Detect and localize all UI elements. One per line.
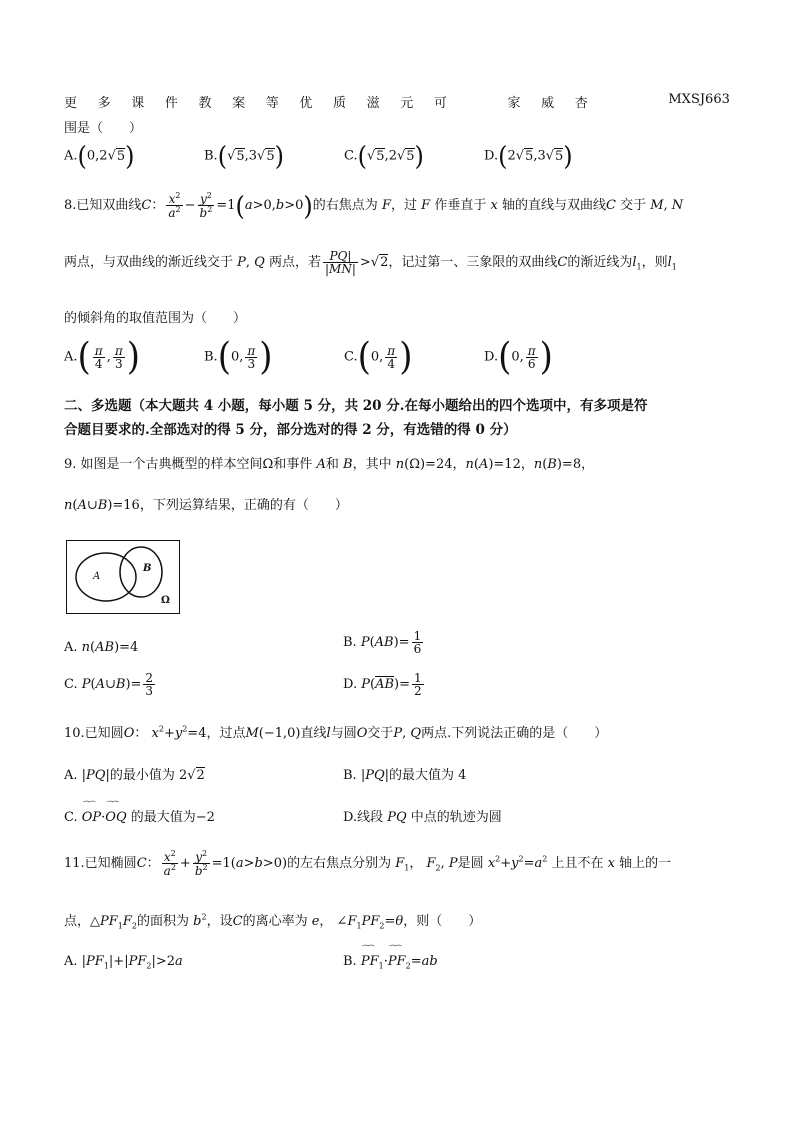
text: 中点的轨迹为圆 <box>410 810 502 825</box>
text: 是圆 <box>457 856 484 871</box>
q8-options: A.( $\frac{\pi}{4}$ , $\frac{\pi}{3}$ ) B.(0, $\frac{\pi}{3}$ ) C.(0, $\frac{\pi}{4}$ ) D.(0, $\frac{\pi}{6}$ ) <box>64 335 553 379</box>
text: ，则 <box>641 255 668 270</box>
header-char: 多 <box>97 96 111 111</box>
venn-circle-b <box>120 547 162 597</box>
text: 的最小值为 <box>109 768 175 783</box>
q8-line2: 两点，与双曲线的渐近线交于 P, Q 两点，若 $\frac{PQ|}{|MN|}$ >√2，记过第一、三象限的双曲线C的渐近线为$l_1$，则$l_1$ <box>64 249 677 276</box>
text: 作垂直于 <box>434 198 487 213</box>
venn-circle-a <box>76 553 136 601</box>
text: ，过 <box>390 198 417 213</box>
q11-option-a: A. $|PF_1|+|PF_2|>2a$ <box>64 954 183 971</box>
text: 直线 <box>300 726 327 741</box>
q9-option-d: D. P(AB)= $\frac{1}{2}$ <box>343 671 422 698</box>
text: ，过点 <box>206 726 246 741</box>
text: 两点，若 <box>268 255 321 270</box>
q11-line2: 点，$\triangle PF_1F_2$的面积为 $b^2$，设C的离心率为 e， $\angle F_1PF_2=\theta$，则（ ） <box>64 912 482 931</box>
section-heading-cont: 合题目要求的.全部选对的得 5 分，部分选对的得 2 分，有选错的得 0 分） <box>64 422 517 438</box>
text: 和 <box>325 457 339 472</box>
text: 9. 如图是一个古典概型的样本空间 <box>64 457 263 472</box>
q9-line1: 9. 如图是一个古典概型的样本空间Ω和事件 A和 B，其中 n(Ω)=24，n(A)=12，n(B)=8， <box>64 457 595 472</box>
text: ，其中 <box>352 457 392 472</box>
q10-option-c: C. ⏜⏜ OP·⏜⏜ OQ 的最大值为−2 <box>64 806 215 825</box>
text: D.线段 <box>343 810 384 825</box>
header-char: 优 <box>299 96 313 111</box>
header-char: 杏 <box>574 96 588 111</box>
venn-diagram <box>66 540 180 614</box>
q8-line1: 8.已知双曲线C： $\frac{x^2}{a^2}$ − $\frac{y^2}{b^2}$ =1(a>0,b>0)的右焦点为 F，过 F 作垂直于 x 轴的直线与双曲线C 交于 M, N <box>64 190 684 221</box>
header-char: 教 <box>198 96 212 111</box>
q11-line1: 11.已知椭圆C： $\frac{x^2}{a^2}$ + $\frac{y^2}{b^2}$ =1(a>b>0)的左右焦点分别为 $F_1$， $F_2$, P是圆 $x^2+y^2=a^2$ 上且不在 x 轴上的一 <box>64 849 672 878</box>
q9-line2: n(A∪B)=16，下列运算结果，正确的有（ ） <box>64 498 348 513</box>
option-label: B. <box>204 148 218 164</box>
header-char: 更 <box>64 96 78 111</box>
header-char: 可 <box>433 96 447 111</box>
text: ，则（ ） <box>403 914 482 929</box>
text: ，记过第一、三象限的双曲线 <box>388 255 558 270</box>
q7-tail: 围是（ ） <box>64 121 143 136</box>
text: 的渐近线为 <box>567 255 633 270</box>
header-char: 案 <box>232 96 246 111</box>
q10-line1: 10.已知圆O： $x^2+y^2=4$，过点M(−1,0)直线l与圆O交于P, Q两点.下列说法正确的是（ ） <box>64 724 608 741</box>
text: 的左右焦点分别为 <box>287 856 392 871</box>
option-label: A. <box>64 148 78 164</box>
option-label: D. <box>484 148 499 164</box>
q9-option-c: C. P(A∪B)= $\frac{2}{3}$ <box>64 671 154 698</box>
text: 的最大值为 <box>130 810 196 825</box>
q7-options: A.(0,2√5) B.(√5,3√5) C.(√5,2√5) D.(2√5,3√5) <box>64 140 573 172</box>
q9-option-a: A. n(AB)=4 <box>64 640 139 655</box>
header-char: 威 <box>541 96 555 111</box>
header-char: 质 <box>333 96 347 111</box>
text: 的最大值为 4 <box>389 768 467 783</box>
text: 10.已知圆 <box>64 726 124 741</box>
header-char: 元 <box>400 96 414 111</box>
text: ，设 <box>206 914 233 929</box>
text: 的面积为 <box>137 914 190 929</box>
header-char: 课 <box>131 96 145 111</box>
text: 和事件 <box>273 457 313 472</box>
header-code: MXSJ663 <box>668 92 730 107</box>
text: 两点.下列说法正确的是（ ） <box>421 726 608 741</box>
text: 上且不在 <box>551 856 604 871</box>
q8-line3: 的倾斜角的取值范围为（ ） <box>64 311 247 326</box>
q10-option-b: B. |PQ|的最大值为 4 <box>343 768 467 783</box>
text: 的离心率为 <box>242 914 308 929</box>
text: 轴上的一 <box>619 856 672 871</box>
venn-label-omega: Ω <box>161 595 170 606</box>
q11-option-b: B. ⏜⏜ $PF_1\cdot⏜⏜$ $PF_2=ab$ <box>343 954 438 971</box>
text: 交于 <box>620 198 647 213</box>
text: 的右焦点为 <box>312 198 378 213</box>
text: 两点，与双曲线的渐近线交于 <box>64 255 234 270</box>
section-heading: 二、多选题（本大题共 4 小题，每小题 5 分，共 20 分.在每小题给出的四个选项中，有多项是符 <box>64 398 648 414</box>
text: 点， <box>64 914 91 929</box>
text: ，下列运算结果，正确的有（ ） <box>139 498 348 513</box>
q9-option-b: B. P(AB)= $\frac{1}{6}$ <box>343 629 422 656</box>
header-char: 等 <box>265 96 279 111</box>
header-char: 家 <box>507 96 521 111</box>
text: 11.已知椭圆 <box>64 856 137 871</box>
text: 与圆 <box>330 726 357 741</box>
q10-option-d: D.线段 PQ 中点的轨迹为圆 <box>343 810 502 825</box>
header-line <box>64 92 730 111</box>
venn-label-b: B <box>143 563 152 574</box>
option-label: C. <box>344 148 358 164</box>
q10-option-a: A. |PQ|的最小值为 2√2 <box>64 768 205 783</box>
venn-label-a: A <box>93 571 101 582</box>
header-char: 滋 <box>366 96 380 111</box>
text: 8.已知双曲线 <box>64 198 142 213</box>
header-char: 件 <box>164 96 178 111</box>
text: 轴的直线与双曲线 <box>501 198 606 213</box>
text: 交于 <box>367 726 394 741</box>
